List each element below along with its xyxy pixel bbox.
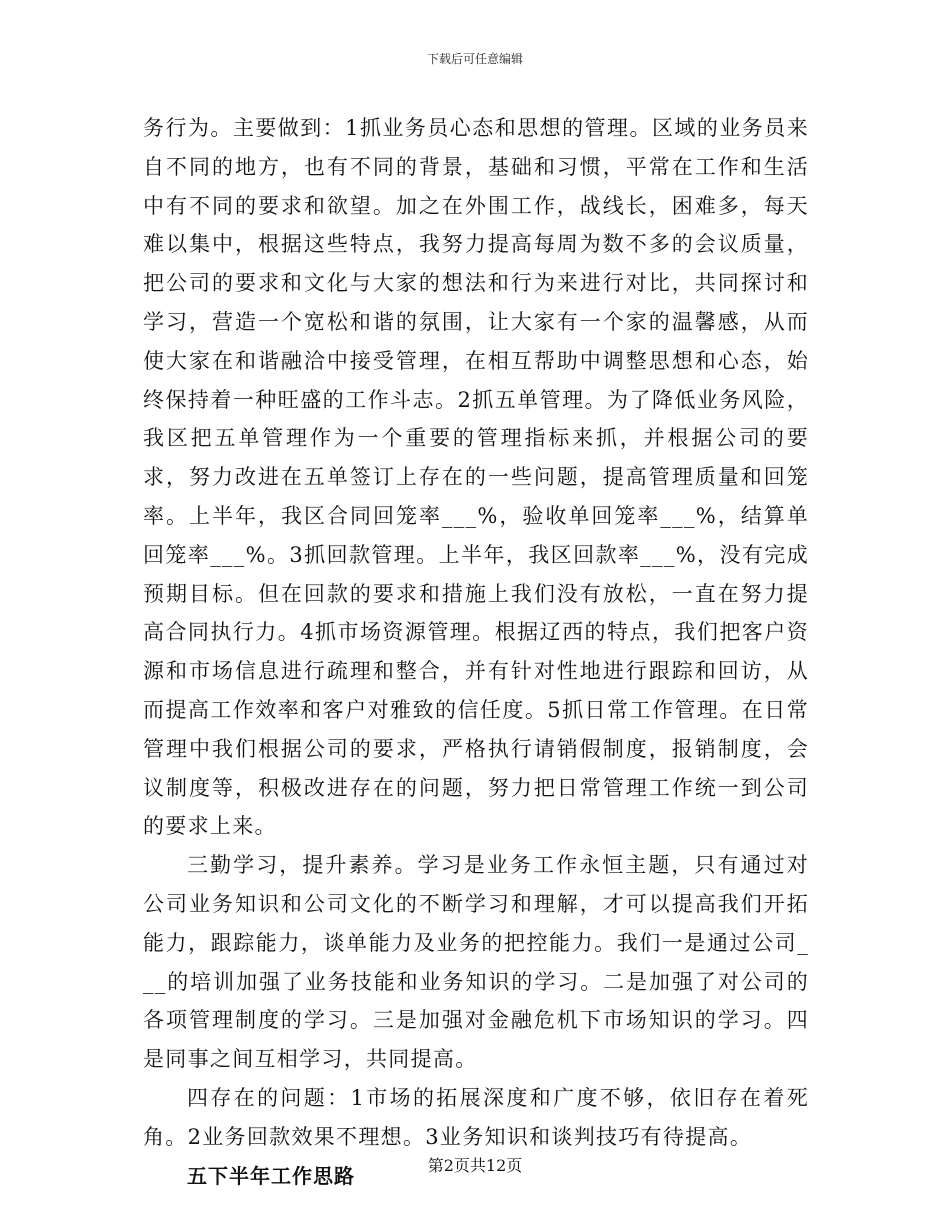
section-heading: 五下半年工作思路 (187, 1163, 355, 1188)
page-header: 下载后可任意编辑 (426, 52, 523, 66)
paragraph-management: 务行为。主要做到：1抓业务员心态和思想的管理。区域的业务员来自不同的地方，也有不同的背景，基础和习惯，平常在工作和生活中有不同的要求和欲望。加之在外围工作，战线长，困难多，每天难以集中，根据这些特点，我努力提高每周为数不多的会议质量，把公司的要求和文化与大家的想法和行为来进行对比，共同探讨和学习，营造一个宽松和谐的氛围，让大家有一个家的温馨感，从而使大家在和谐融洽中接受管理，在相互帮助中调整思想和心态，始终保持着一种旺盛的工作斗志。2抓五单管理。为了降低业务风险，我区把五单管理作为一个重要的管理指标来抓，并根据公司的要求，努力改进在五单签订上存在的一些问题，提高管理质量和回笼率。上半年，我区合同回笼率___%，验收单回笼率___%，结算单回笼率___%。3抓回款管理。上半年，我区回款率___%，没有完成预期目标。但在回款的要求和措施上我们没有放松，一直在努力提高合同执行力。4抓市场资源管理。根据辽西的特点，我们把客户资源和市场信息进行疏理和整合，并有针对性地进行跟踪和回访，从而提高工作效率和客户对雅致的信任度。5抓日常工作管理。在日常管理中我们根据公司的要求，严格执行请销假制度，报销制度，会议制度等，积极改进存在的问题，努力把日常管理工作统一到公司的要求上来。 (143, 116, 809, 839)
document-body (143, 109, 809, 1195)
paragraph-study: 三勤学习，提升素养。学习是业务工作永恒主题，只有通过对公司业务知识和公司文化的不断学习和理解，才可以提高我们开拓能力，跟踪能力，谈单能力及业务的把控能力。我们一是通过公司___的培训加强了业务技能和业务知识的学习。二是加强了对公司的各项管理制度的学习。三是加强对金融危机下市场知识的学习。四是同事之间互相学习，共同提高。 (143, 853, 809, 1072)
paragraph-problems: 四存在的问题：1市场的拓展深度和广度不够，依旧存在着死角。2业务回款效果不理想。3业务知识和谈判技巧有待提高。 (143, 1085, 809, 1149)
page-number: 第2页共12页 (427, 1156, 523, 1175)
